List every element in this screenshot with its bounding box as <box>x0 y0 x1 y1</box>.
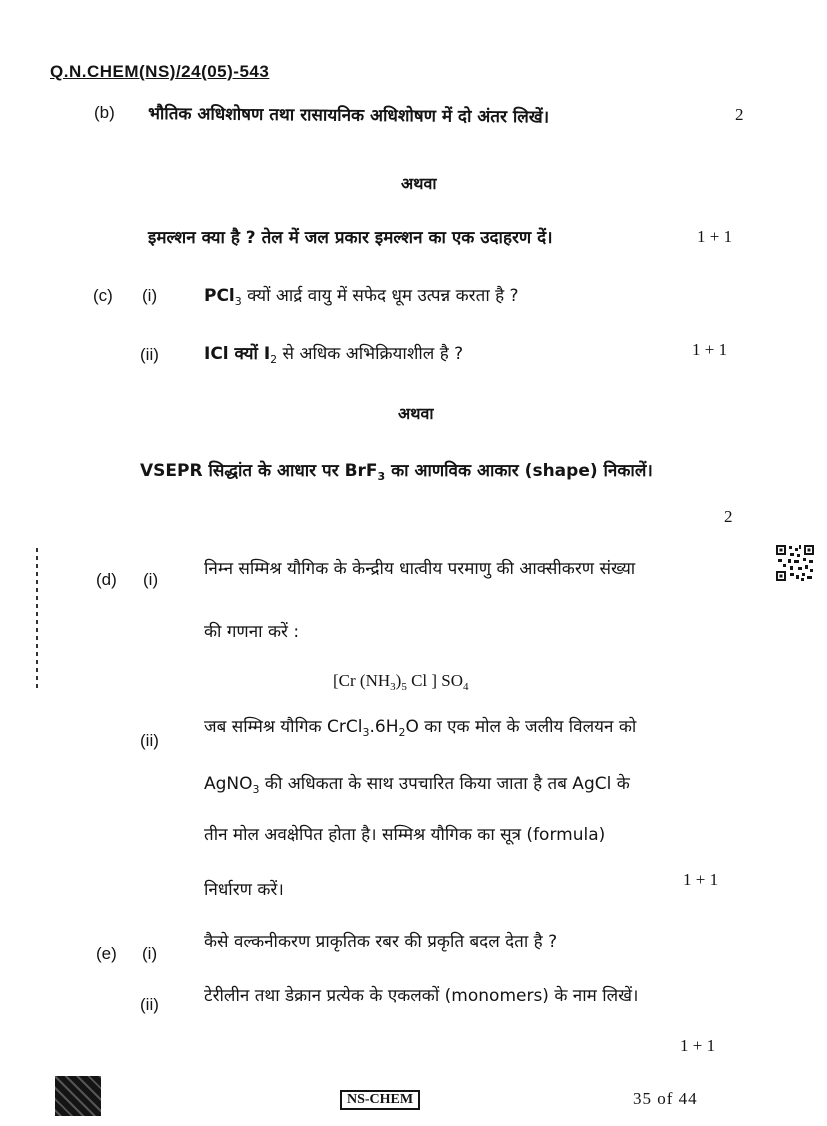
or-separator: अथवा <box>398 404 434 423</box>
question-b-text: भौतिक अधिशोषण तथा रासायनिक अधिशोषण में दो अंतर लिखें। <box>147 104 550 128</box>
question-d-marks: 1 + 1 <box>683 870 719 889</box>
barcode-icon <box>55 1076 101 1116</box>
question-d-ii-label: (ii) <box>140 731 159 750</box>
question-e-ii-label: (ii) <box>140 995 159 1014</box>
question-e-label: (e) <box>96 944 117 963</box>
question-b-marks: 2 <box>735 105 744 124</box>
question-b-alt-marks: 1 + 1 <box>697 227 733 246</box>
question-e-i-text: कैसे वल्कनीकरण प्राकृतिक रबर की प्रकृति बदल देता है ? <box>204 932 558 952</box>
qr-code-icon <box>776 545 814 581</box>
question-paper-code: Q.N.CHEM(NS)/24(05)-543 <box>50 62 270 81</box>
question-c-alt-marks: 2 <box>724 507 733 526</box>
question-d-ii-line2: AgNO$_3$ की अधिकता के साथ उपचारित किया जाता है तब AgCl के <box>204 774 630 796</box>
complex-formula: [Cr $(NH_3)_5$ Cl ] $SO_4$ <box>333 671 469 693</box>
question-c-marks: 1 + 1 <box>692 340 728 359</box>
question-d-ii-line1: जब सम्मिश्र यौगिक $CrCl_3.6H_2O$ का एक मोल के जलीय विलयन को <box>204 717 637 739</box>
question-d-i-label: (i) <box>143 570 159 589</box>
question-c-i-text: PCl$_3$ क्यों आर्द्र वायु में सफेद धूम उत्पन्न करता है ? <box>204 286 519 308</box>
question-e-i-label: (i) <box>142 944 158 963</box>
question-c-alt-text: VSEPR सिद्धांत के आधार पर BrF$_3$ का आणविक आकार (shape) निकालें। <box>140 461 653 483</box>
question-e-ii-text: टेरीलीन तथा डेक्रान प्रत्येक के एकलकों (monomers) के नाम लिखें। <box>204 986 639 1006</box>
page-number: 35 of 44 <box>633 1089 698 1108</box>
question-d-i-line1: निम्न सम्मिश्र यौगिक के केन्द्रीय धात्वीय परमाणु की आक्सीकरण संख्या <box>204 559 636 579</box>
question-b-label: (b) <box>94 103 115 122</box>
or-separator: अथवा <box>401 174 437 193</box>
subject-code-box: NS-CHEM <box>340 1090 420 1110</box>
question-b-alt-text: इमल्शन क्या है ? तेल में जल प्रकार इमल्शन का एक उदाहरण दें। <box>148 228 553 248</box>
question-c-ii-label: (ii) <box>140 345 159 364</box>
question-e-marks: 1 + 1 <box>680 1036 716 1055</box>
question-d-ii-line4: निर्धारण करें। <box>204 880 284 900</box>
question-d-ii-line3: तीन मोल अवक्षेपित होता है। सम्मिश्र यौगिक का सूत्र (formula) <box>204 825 606 845</box>
question-d-label: (d) <box>96 570 117 589</box>
question-c-label: (c) <box>93 286 113 305</box>
binding-marks <box>36 548 38 688</box>
question-c-ii-text: ICl क्यों $I_2$ से अधिक अभिक्रियाशील है ? <box>204 344 464 366</box>
question-c-i-label: (i) <box>142 286 158 305</box>
question-d-i-line2: की गणना करें : <box>204 622 300 642</box>
